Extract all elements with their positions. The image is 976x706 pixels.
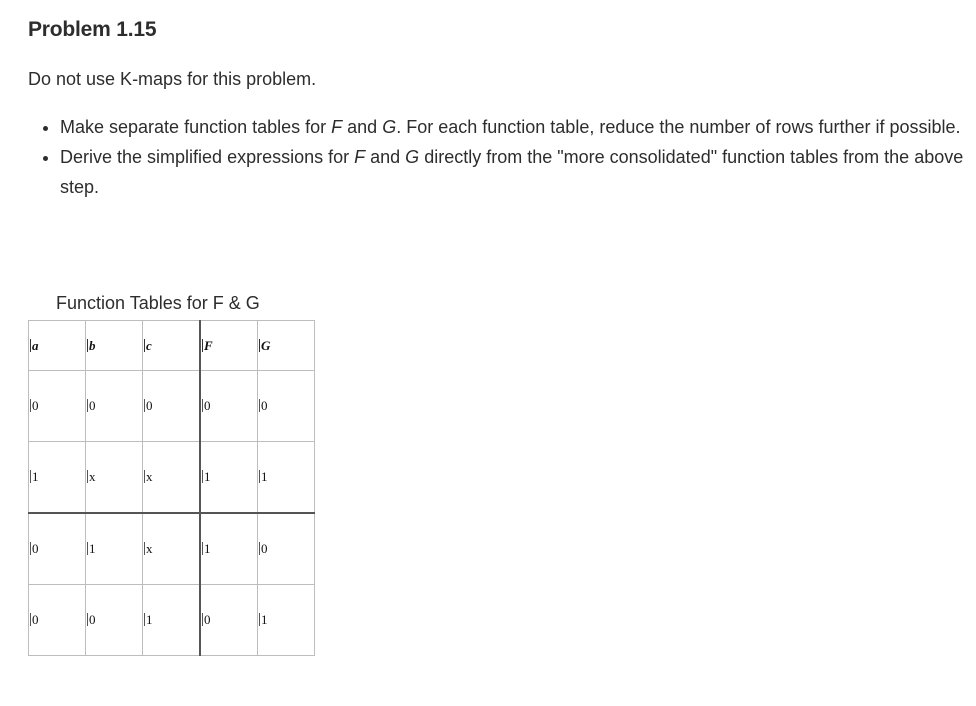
table-row (29, 442, 315, 514)
table-cell (86, 513, 143, 585)
instruction-list (30, 112, 976, 202)
table-cell (86, 371, 143, 442)
header-f (200, 321, 258, 371)
cell-value: 0 (204, 612, 211, 627)
header-label: c (146, 337, 152, 353)
table-cell (143, 371, 201, 442)
instruction-text: Make separate function tables for (60, 117, 332, 137)
table-cell (258, 513, 315, 585)
table-cell (29, 371, 86, 442)
table-cell (29, 585, 86, 656)
instruction-text: . For each function table, reduce the number of rows further if possible. (396, 117, 961, 137)
table-cell (258, 585, 315, 656)
table-row (29, 513, 315, 585)
cell-value: 1 (32, 469, 39, 484)
cell-value: x (146, 541, 153, 556)
table-cell (143, 442, 201, 514)
cell-value: 0 (146, 398, 153, 413)
table-cell (143, 513, 201, 585)
cell-value: 0 (204, 398, 211, 413)
header-b (86, 321, 143, 371)
instruction-text: directly from the "more consolidated" function tables from the above step. (60, 147, 964, 197)
instruction-text: and (342, 117, 383, 137)
cell-value: 0 (32, 398, 39, 413)
header-a (29, 321, 86, 371)
table-cell (258, 371, 315, 442)
instruction-item (60, 142, 976, 202)
cell-value: x (146, 469, 153, 484)
table-cell (200, 513, 258, 585)
table-caption: Function Tables for F & G (56, 293, 260, 313)
instruction-text: and (365, 147, 406, 167)
header-c (143, 321, 201, 371)
header-label: a (32, 337, 39, 353)
page-title: Problem 1.15 (28, 18, 157, 41)
variable-f: F (331, 117, 343, 137)
table-header-row (29, 321, 315, 371)
table-cell (200, 585, 258, 656)
table-row (29, 371, 315, 442)
table-cell (86, 442, 143, 514)
cell-value: 0 (89, 612, 96, 627)
header-label: b (89, 337, 96, 353)
instruction-item (60, 112, 976, 142)
cell-value: 1 (261, 612, 268, 627)
variable-g: G (382, 117, 397, 137)
variable-f: F (354, 147, 366, 167)
cell-value: 0 (32, 612, 39, 627)
table-row (29, 585, 315, 656)
function-table (28, 320, 315, 656)
cell-value: 0 (261, 541, 268, 556)
cell-value: 0 (89, 398, 96, 413)
cell-value: 1 (89, 541, 96, 556)
header-g (258, 321, 315, 371)
table-cell (258, 442, 315, 514)
header-label: F (204, 337, 213, 353)
table-cell (29, 442, 86, 514)
instruction-text: Derive the simplified expressions for (60, 147, 355, 167)
table-cell (200, 371, 258, 442)
cell-value: 1 (146, 612, 153, 627)
table-cell (143, 585, 201, 656)
intro-text: Do not use K-maps for this problem. (28, 69, 317, 89)
cell-value: 1 (204, 541, 211, 556)
table-cell (200, 442, 258, 514)
cell-value: 0 (32, 541, 39, 556)
cell-value: 0 (261, 398, 268, 413)
table-cell (86, 585, 143, 656)
cell-value: 1 (204, 469, 211, 484)
variable-g: G (405, 147, 420, 167)
table-cell (29, 513, 86, 585)
header-label: G (261, 337, 271, 353)
cell-value: x (89, 469, 96, 484)
cell-value: 1 (261, 469, 268, 484)
